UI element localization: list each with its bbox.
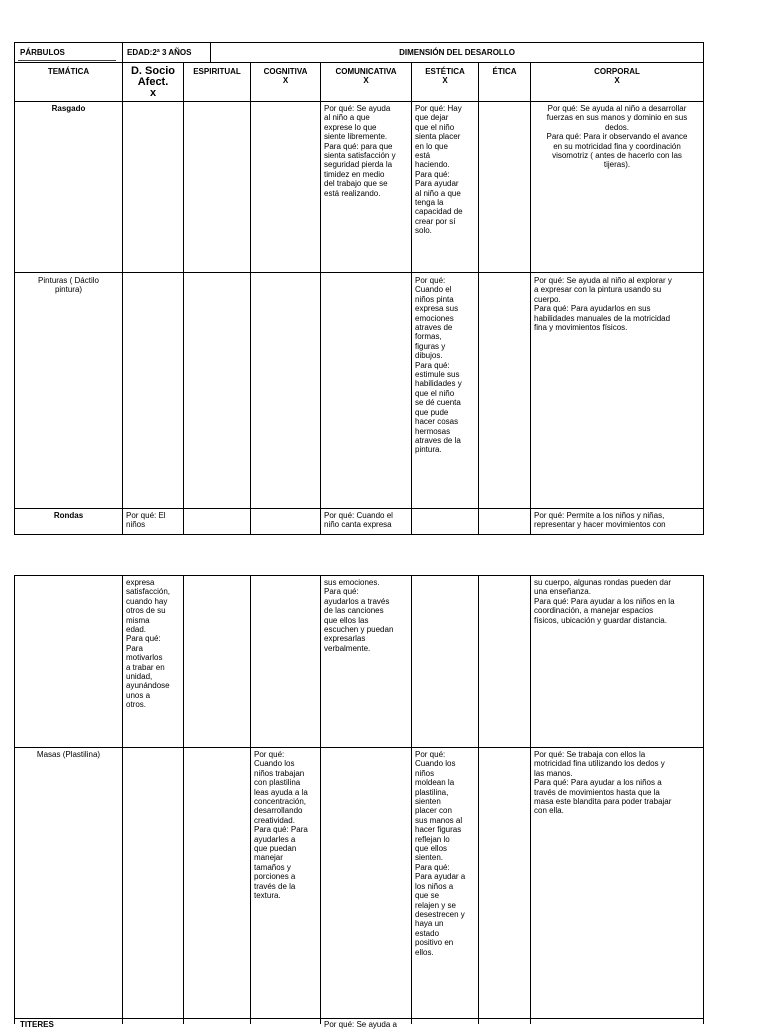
dimension-heading: DIMENSIÓN DEL DESAROLLO	[399, 48, 515, 57]
row-rondas-socio: Por qué: El niños	[126, 511, 166, 530]
row-masas-estetica: Por qué: Cuando los niños moldean la plastilina, sienten placer con sus manos al hacer figuras reflejan lo que ellos sienten. Para qué: Para ayudar a los niños a que se relajen y se desestrecen y haya un estado positivo en ellos.	[415, 750, 466, 957]
age-label: EDAD:2ª 3 AÑOS	[127, 48, 192, 57]
row-rasgado-estetica: Por qué: Hay que dejar que el niño sienta placer en lo que está haciendo. Para qué: Para ayudar al niño a que tenga la capacidad de crear por sí solo.	[415, 104, 463, 236]
col-espiritual: ESPIRITUAL	[193, 67, 241, 76]
row-rondas-corporal-cont: su cuerpo, algunas rondas pueden dar una enseñanza. Para qué: Para ayudar a los niños en la coordinación, a manejar espacios físicos, ubicación y guardar distancia.	[534, 578, 675, 625]
row-rondas-corporal: Por qué: Permite a los niños y niñas, representar y hacer movimientos con	[534, 511, 666, 530]
row-masas-corporal: Por qué: Se trabaja con ellos la motricidad fina utilizando los dedos y las manos. Para qué: Para ayudar a los niños a través de movimientos hasta que la masa este blandita para poder trabajar con ella.	[534, 750, 672, 816]
row-pinturas-corporal: Por qué: Se ayuda al niño al explorar y a expresar con la pintura usando su cuerpo. Para qué: Para ayudarlos en sus habilidades manuales de la motricidad fina y movimientos físicos.	[534, 276, 672, 333]
col-socio-afectiva: D. Socio Afect. x	[130, 65, 175, 99]
row-rondas-tema: Rondas	[53, 511, 84, 520]
row-rasgado-comunicativa: Por qué: Se ayuda al niño a que exprese lo que siente libremente. Para qué: para que sienta satisfacción y seguridad pierda la timidez en medio del trabajo que se está realizando.	[324, 104, 396, 198]
col-etica: ÉTICA	[492, 67, 517, 76]
row-rasgado-corporal: Por qué: Se ayuda al niño a desarrollar fuerzas en sus manos y dominio en sus dedos. Para qué: Para ir observando el avance en su motricidad fina y coordinación visomotriz ( antes de hacerlo con las tijeras).	[546, 104, 688, 170]
row-pinturas-estetica: Por qué: Cuando el niños pinta expresa sus emociones atraves de formas, figuras y dibujos. Para qué: estimule sus habilidades y que el niño se dé cuenta que pude hacer cosas hermosas atraves de la pintura.	[415, 276, 462, 455]
row-titeres-tema: TITERES	[20, 1020, 54, 1029]
row-rondas-comunicativa: Por qué: Cuando el niño canta expresa	[324, 511, 393, 530]
col-estetica: ESTÉTICA X	[425, 67, 465, 86]
col-tematica: TEMÁTICA	[47, 67, 90, 76]
row-rondas-socio-cont: expresa satisfacción, cuando hay otros de su misma edad. Para qué: Para motivarlos a trabar en unidad, ayunándose unos a otros.	[126, 578, 171, 710]
row-pinturas-tema: Pinturas ( Dáctilo pintura)	[38, 276, 99, 295]
col-comunicativa: COMUNICATIVA X	[335, 67, 397, 86]
level-label: PÁRBULOS	[20, 48, 65, 57]
row-titeres-comunicativa: Por qué: Se ayuda a	[324, 1020, 397, 1029]
row-rondas-comunicativa-cont: sus emociones. Para qué: ayudarlos a través de las canciones que ellos las escuchen y puedan expresarlas verbalmente.	[324, 578, 394, 653]
row-masas-cognitiva: Por qué: Cuando los niños trabajan con plastilina leas ayuda a la concentración, desarrollando creatividad. Para qué: Para ayudarles a que puedan manejar tamaños y porciones a través de la textura.	[254, 750, 308, 901]
row-masas-tema: Masas (Plastilina)	[36, 750, 101, 759]
col-cognitiva: COGNITIVA X	[263, 67, 308, 86]
col-corporal: CORPORAL X	[594, 67, 640, 86]
row-rasgado-tema: Rasgado	[51, 104, 86, 113]
